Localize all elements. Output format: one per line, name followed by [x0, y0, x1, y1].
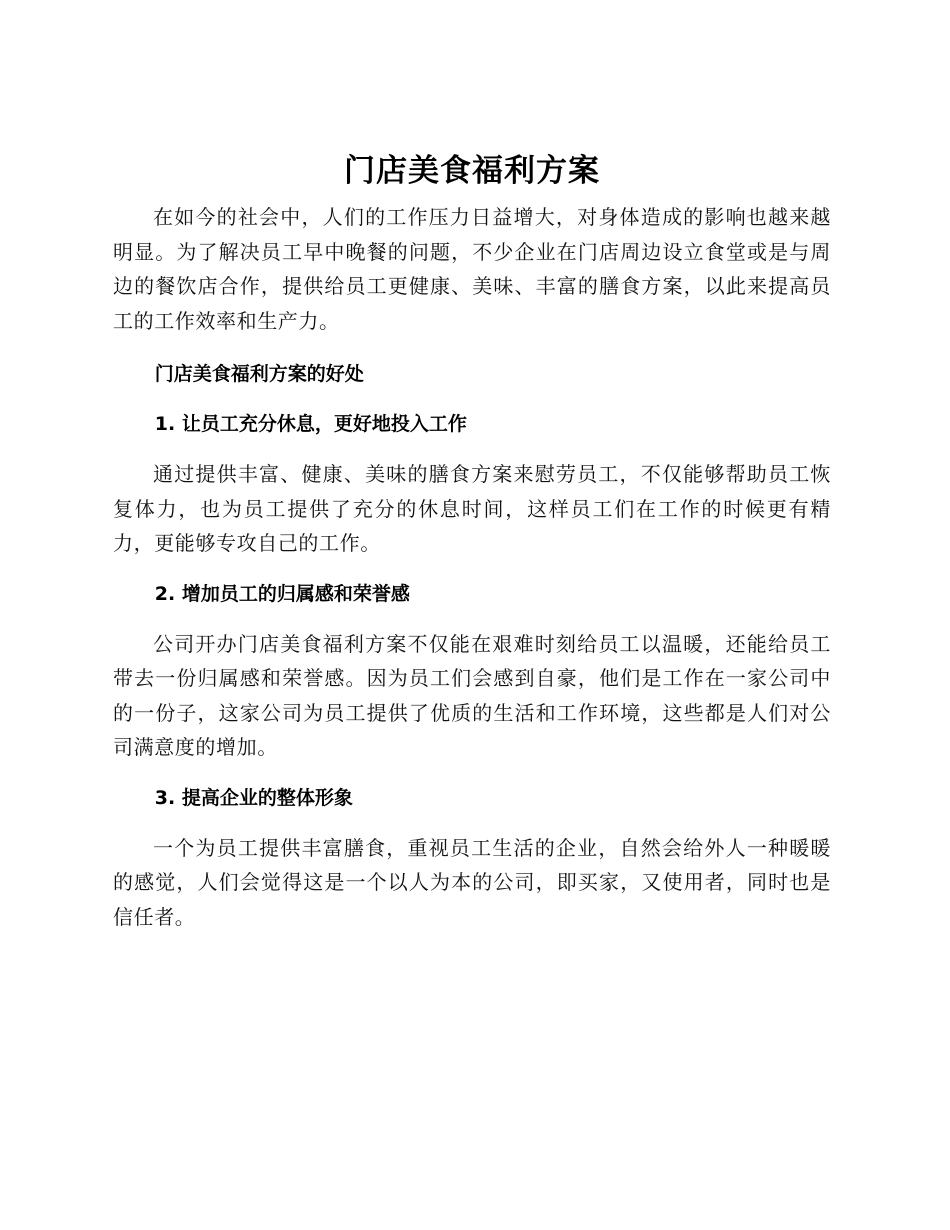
section-heading: 门店美食福利方案的好处	[154, 363, 364, 385]
point-1-heading: 1. 让员工充分休息，更好地投入工作	[154, 413, 467, 435]
point-1-paragraph: 通过提供丰富、健康、美味的膳食方案来慰劳员工，不仅能够帮助员工恢复体力，也为员工提供了充分的休息时间，这样员工们在工作的时候更有精力，更能够专攻自己的工作。	[113, 462, 831, 555]
document-title: 门店美食福利方案	[344, 153, 600, 189]
point-3-paragraph: 一个为员工提供丰富膳食，重视员工生活的企业，自然会给外人一种暖暖的感觉，人们会觉得这是一个以人为本的公司，即买家，又使用者，同时也是信任者。	[113, 835, 831, 929]
point-3-heading: 3. 提高企业的整体形象	[154, 786, 353, 809]
point-2-heading: 2. 增加员工的归属感和荣誉感	[154, 582, 410, 605]
document-body	[113, 148, 831, 934]
point-2-paragraph: 公司开办门店美食福利方案不仅能在艰难时刻给员工以温暖，还能给员工带去一份归属感和荣誉感。因为员工们会感到自豪，他们是工作在一家公司中的一份子，这家公司为员工提供了优质的生活和工作环境，这些都是人们对公司满意度的增加。	[113, 631, 831, 759]
intro-paragraph: 在如今的社会中，人们的工作压力日益增大，对身体造成的影响也越来越明显。为了解决员工早中晚餐的问题，不少企业在门店周边设立食堂或是与周边的餐饮店合作，提供给员工更健康、美味、丰富的膳食方案，以此来提高员工的工作效率和生产力。	[113, 205, 831, 333]
